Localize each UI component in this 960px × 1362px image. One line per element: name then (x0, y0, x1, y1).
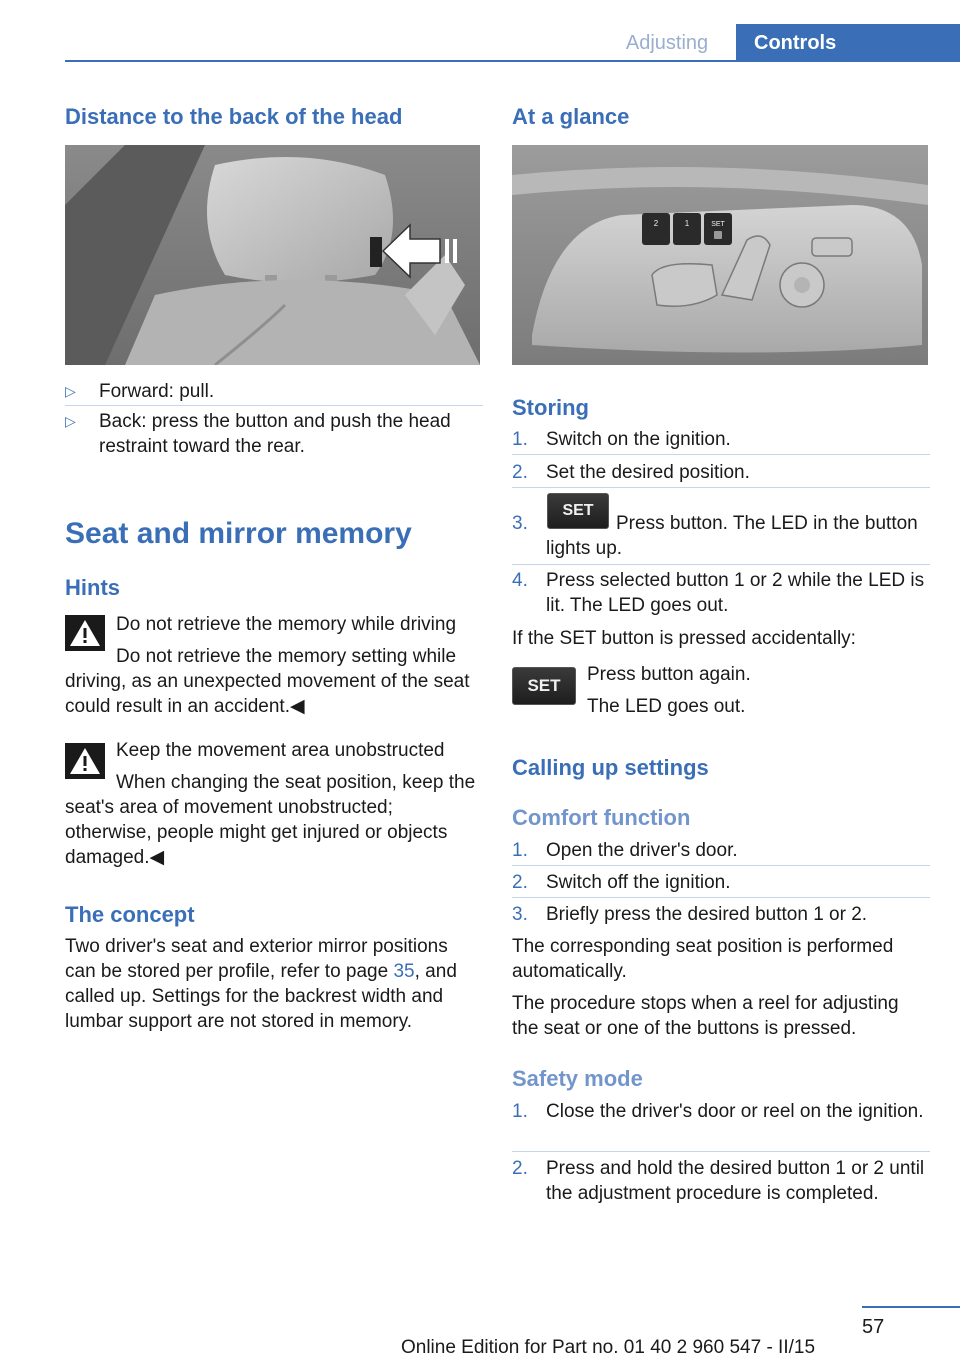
seat-mirror-memory-heading: Seat and mirror memory (65, 517, 412, 550)
comfort-heading: Comfort function (512, 805, 691, 830)
press-again-text: Press button again. (587, 664, 751, 685)
accidental-press-text: If the SET button is pressed accidentally: (512, 628, 856, 649)
panel-button-label: 1 (684, 219, 690, 228)
page-number: 57 (862, 1316, 885, 1338)
panel-button-label: SET (711, 221, 725, 228)
header-section: Adjusting (625, 32, 709, 54)
storing-step-3-text: Press button. The LED in the button lights up. (546, 513, 918, 559)
comfort-paragraph: The procedure stops when a reel for adjusting the seat or one of the buttons is pressed. (512, 993, 899, 1039)
comfort-paragraph: The corresponding seat position is performed automatically. (512, 936, 894, 982)
footer-rule (862, 1306, 960, 1308)
at-a-glance-heading: At a glance (512, 104, 630, 129)
warning1-body: Do not retrieve the memory setting while driving, as an unexpected movement of the seat could result in an accident.◀ (65, 646, 470, 717)
concept-heading: The concept (65, 902, 195, 927)
divider (512, 897, 930, 898)
concept-paragraph: Two driver's seat and exterior mirror positions can be stored per profile, refer to page 35, and called up. Settings for the backrest width and lumbar support are not stored in memory. (65, 936, 457, 1032)
divider (512, 564, 930, 565)
divider (512, 1151, 930, 1152)
distance-heading: Distance to the back of the head (65, 104, 403, 129)
set-button-icon: SET (547, 493, 609, 529)
divider (512, 487, 930, 488)
safety-mode-heading: Safety mode (512, 1066, 643, 1091)
divider (65, 405, 483, 406)
warning2-title: Keep the movement area unobstructed (116, 740, 445, 761)
set-button-icon: SET (512, 667, 576, 705)
calling-up-heading: Calling up settings (512, 755, 709, 780)
header-chapter: Controls (736, 24, 960, 62)
panel-button-label: 2 (653, 219, 659, 228)
seat-control-panel-photo (512, 145, 928, 365)
led-out-text: The LED goes out. (587, 696, 746, 717)
headrest-photo (65, 145, 480, 365)
warning2-body: When changing the seat position, keep the seat's area of movement unobstructed; otherwise, people might get injured or objects damaged.◀ (65, 772, 476, 868)
divider (512, 454, 930, 455)
edition-footer: Online Edition for Part no. 01 40 2 960 547 - II/15 (400, 1337, 816, 1358)
triangle-bullet-icon: ▷ (65, 413, 76, 429)
storing-heading: Storing (512, 395, 589, 420)
warning1-title: Do not retrieve the memory while driving (116, 614, 457, 635)
triangle-bullet-icon: ▷ (65, 383, 76, 399)
hints-heading: Hints (65, 575, 120, 600)
divider (512, 865, 930, 866)
page-link[interactable]: 35 (393, 961, 415, 982)
